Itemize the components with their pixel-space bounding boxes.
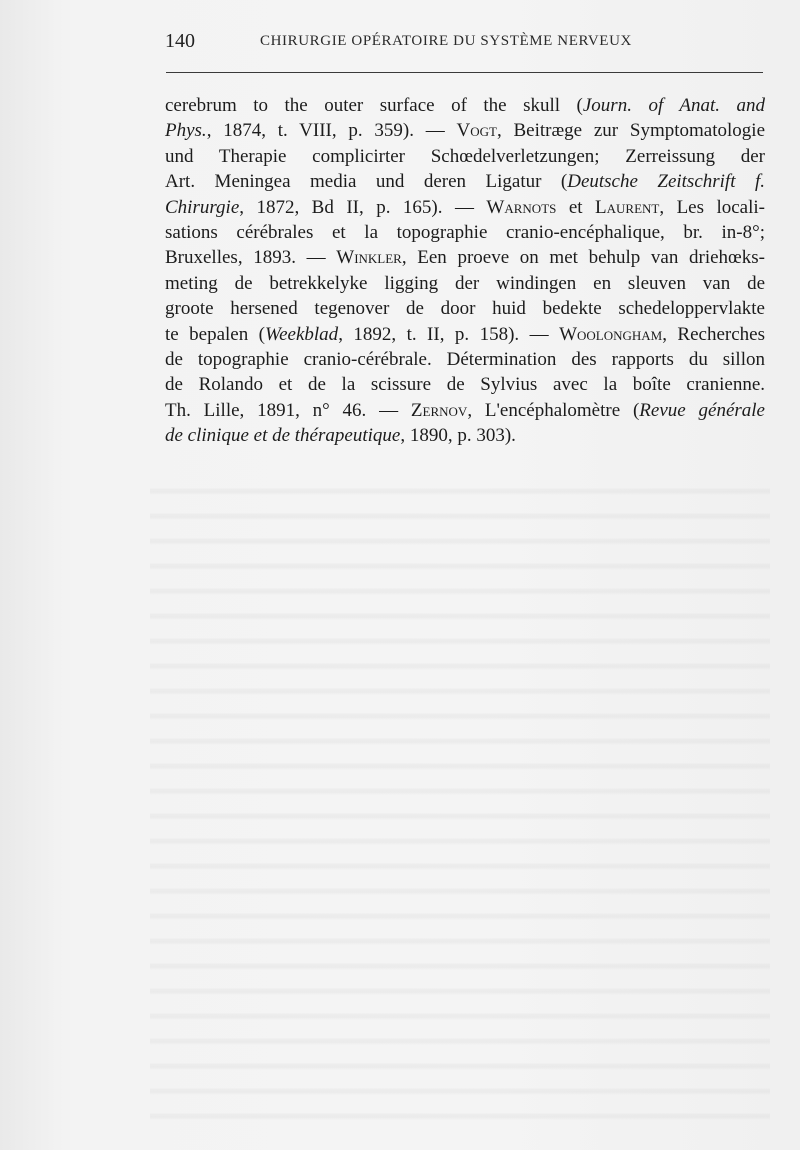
text-run: sations cérébrales et la topographie cranio-encéphalique, br. in-8°; bbox=[165, 222, 765, 244]
text-line bbox=[165, 169, 765, 194]
text-line bbox=[165, 372, 765, 397]
text-run: , 1892, t. II, p. 158). — bbox=[338, 323, 560, 345]
text-run: Art. Meningea media und deren Ligatur ( bbox=[165, 171, 568, 193]
text-line bbox=[165, 195, 765, 220]
page-header bbox=[165, 28, 763, 58]
header-rule bbox=[166, 72, 763, 73]
text-line bbox=[165, 93, 765, 118]
text-line bbox=[165, 423, 765, 448]
author-name: Zernov bbox=[410, 399, 468, 421]
text-line bbox=[165, 144, 765, 169]
author-name: Laurent bbox=[595, 196, 660, 218]
italic-title: Revue générale bbox=[639, 399, 765, 421]
text-line bbox=[165, 296, 765, 321]
italic-title: de clinique et de thérapeutique bbox=[165, 425, 401, 447]
text-run: , Les locali- bbox=[659, 196, 766, 218]
italic-title: Deutsche Zeitschrift f. bbox=[567, 171, 765, 193]
text-run: und Therapie complicirter Schœdelverletzungen; Zerreissung der bbox=[165, 145, 765, 167]
text-line bbox=[165, 220, 765, 245]
text-run: te bepalen ( bbox=[165, 323, 266, 345]
text-line bbox=[165, 118, 765, 143]
author-name: Woolongham bbox=[559, 323, 663, 345]
text-run: , Beitræge zur Symptomatologie bbox=[496, 120, 765, 142]
text-run: cerebrum to the outer surface of the skull ( bbox=[165, 95, 583, 116]
text-run: et bbox=[556, 196, 596, 218]
author-name: Winkler bbox=[336, 247, 402, 269]
author-name: Warnots bbox=[486, 196, 557, 218]
page-number: 140 bbox=[165, 30, 195, 52]
text-run: meting de betrekkelyke ligging der windingen en sleuven van de bbox=[165, 272, 765, 294]
running-head: CHIRURGIE OPÉRATOIRE DU SYSTÈME NERVEUX bbox=[260, 33, 632, 49]
italic-title: Phys. bbox=[165, 120, 207, 142]
text-run: , 1890, p. 303). bbox=[400, 425, 516, 447]
text-line bbox=[165, 347, 765, 372]
text-line bbox=[165, 245, 765, 270]
text-run: Bruxelles, 1893. — bbox=[165, 247, 337, 269]
italic-title: Journ. of Anat. and bbox=[582, 95, 765, 116]
text-line bbox=[165, 271, 765, 296]
text-line bbox=[165, 322, 765, 347]
show-through-texture bbox=[150, 470, 770, 1130]
italic-title: Weekblad bbox=[265, 323, 339, 345]
bibliography-paragraph bbox=[165, 93, 765, 449]
text-run: Th. Lille, 1891, n° 46. — bbox=[165, 399, 411, 421]
text-run: , 1874, t. VIII, p. 359). — bbox=[206, 120, 457, 142]
text-run: groote hersened tegenover de door huid bedekte schedeloppervlakte bbox=[165, 298, 765, 320]
author-name: Vogt bbox=[456, 120, 497, 142]
text-run: , Recherches bbox=[662, 323, 765, 345]
text-run: de topographie cranio-cérébrale. Détermination des rapports du sillon bbox=[165, 349, 765, 371]
text-run: , L'encéphalomètre ( bbox=[467, 399, 640, 421]
text-run: , 1872, Bd II, p. 165). — bbox=[239, 196, 487, 218]
text-run: , Een proeve on met behulp van driehœks- bbox=[401, 247, 765, 269]
text-run: de Rolando et de la scissure de Sylvius avec la boîte cranienne. bbox=[165, 374, 765, 396]
italic-title: Chirurgie bbox=[165, 196, 240, 218]
text-line bbox=[165, 398, 765, 423]
